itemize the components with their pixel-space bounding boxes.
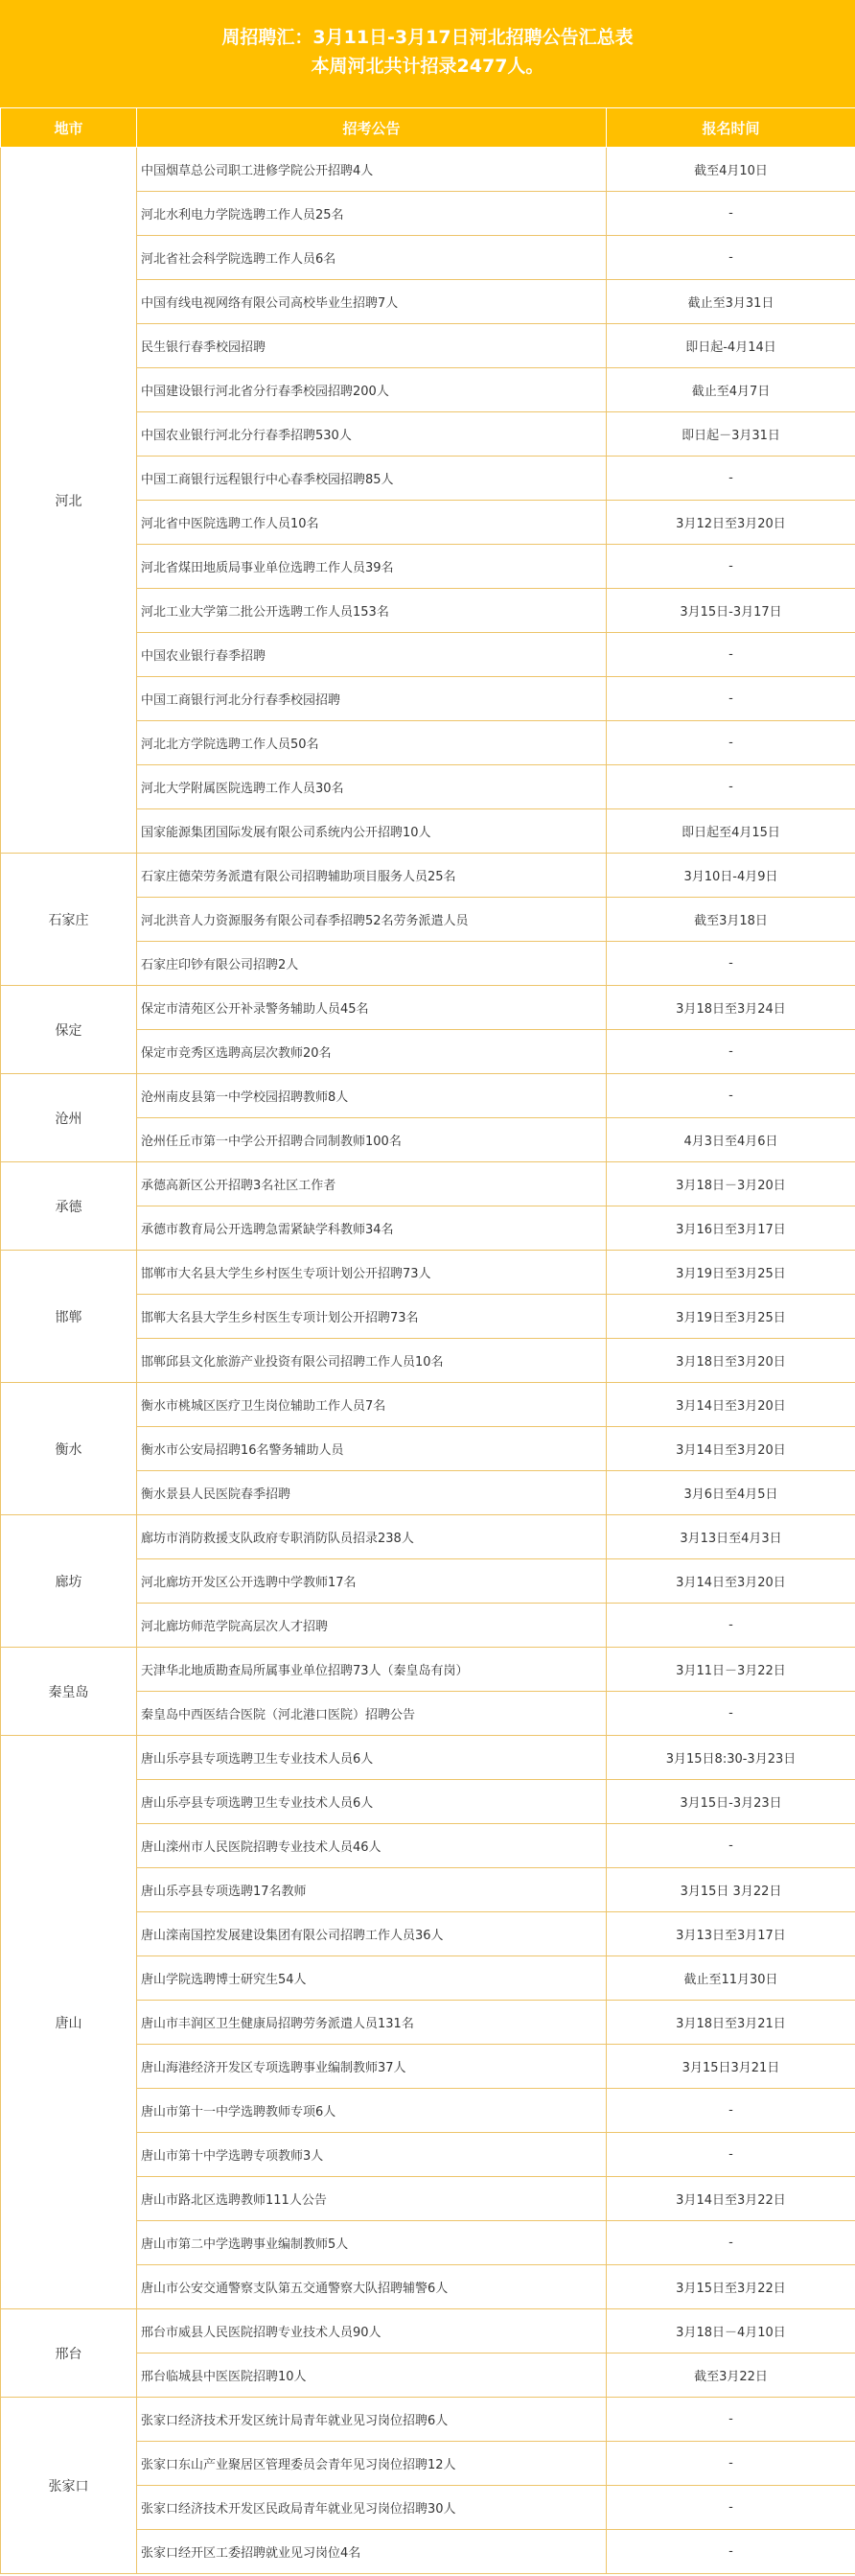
announcement-cell: 中国农业银行春季招聘 [137,633,607,677]
announcement-cell: 河北廊坊开发区公开选聘中学教师17名 [137,1559,607,1604]
table-body [1,148,855,2574]
title-line-2: 本周河北共计招录2477人。 [311,56,544,77]
registration-time-cell: 3月11日－3月22日 [607,1648,855,1692]
title-banner [0,0,855,107]
announcement-cell: 张家口东山产业聚居区管理委员会青年见习岗位招聘12人 [137,2442,607,2486]
table-row [1,1162,855,1206]
announcement-cell: 唐山市第十中学选聘专项教师3人 [137,2133,607,2177]
announcement-cell: 唐山乐亭县专项选聘17名教师 [137,1868,607,1912]
registration-time-cell: 3月19日至3月25日 [607,1251,855,1295]
announcement-cell: 中国有线电视网络有限公司高校毕业生招聘7人 [137,280,607,324]
announcement-cell: 唐山乐亭县专项选聘卫生专业技术人员6人 [137,1736,607,1780]
announcement-cell: 邯郸邱县文化旅游产业投资有限公司招聘工作人员10名 [137,1339,607,1383]
registration-time-cell: - [607,721,855,765]
registration-time-cell: 3月18日至3月20日 [607,1339,855,1383]
registration-time-cell: - [607,192,855,236]
announcement-cell: 承德市教育局公开选聘急需紧缺学科教师34名 [137,1206,607,1251]
city-cell: 河北 [1,148,137,854]
registration-time-cell: - [607,2442,855,2486]
registration-time-cell: - [607,2221,855,2265]
announcement-cell: 河北洪音人力资源服务有限公司春季招聘52名劳务派遣人员 [137,898,607,942]
column-header-announcement: 招考公告 [137,108,607,148]
registration-time-cell: 3月15日 3月22日 [607,1868,855,1912]
announcement-cell: 河北廊坊师范学院高层次人才招聘 [137,1604,607,1648]
city-cell: 廊坊 [1,1515,137,1648]
registration-time-cell: 3月19日至3月25日 [607,1295,855,1339]
registration-time-cell: 3月18日－3月20日 [607,1162,855,1206]
registration-time-cell: 截止至4月7日 [607,368,855,412]
registration-time-cell: 截至4月10日 [607,148,855,192]
registration-time-cell: 4月3日至4月6日 [607,1118,855,1162]
announcement-cell: 唐山市丰润区卫生健康局招聘劳务派遣人员131名 [137,2001,607,2045]
registration-time-cell: - [607,2133,855,2177]
announcement-cell: 张家口经开区工委招聘就业见习岗位4名 [137,2530,607,2574]
announcement-cell: 天津华北地质勘查局所属事业单位招聘73人（秦皇岛有岗） [137,1648,607,1692]
table-row [1,1736,855,1780]
table-row [1,1383,855,1427]
column-header-city: 地市 [1,108,137,148]
announcement-cell: 唐山市第二中学选聘事业编制教师5人 [137,2221,607,2265]
registration-time-cell: - [607,457,855,501]
city-cell: 秦皇岛 [1,1648,137,1736]
registration-time-cell: - [607,633,855,677]
registration-time-cell: 3月10日-4月9日 [607,854,855,898]
registration-time-cell: 3月14日至3月20日 [607,1383,855,1427]
table-row [1,2398,855,2442]
registration-time-cell: 3月18日－4月10日 [607,2309,855,2354]
registration-time-cell: 3月14日至3月20日 [607,1427,855,1471]
announcement-cell: 张家口经济技术开发区统计局青年就业见习岗位招聘6人 [137,2398,607,2442]
registration-time-cell: 3月13日至3月17日 [607,1912,855,1956]
announcement-cell: 唐山乐亭县专项选聘卫生专业技术人员6人 [137,1780,607,1824]
announcement-cell: 唐山市第十一中学选聘教师专项6人 [137,2089,607,2133]
announcement-cell: 国家能源集团国际发展有限公司系统内公开招聘10人 [137,809,607,854]
registration-time-cell: - [607,2530,855,2574]
registration-time-cell: 3月18日至3月21日 [607,2001,855,2045]
announcement-cell: 邯郸大名县大学生乡村医生专项计划公开招聘73名 [137,1295,607,1339]
registration-time-cell: 3月6日至4月5日 [607,1471,855,1515]
announcement-cell: 保定市竞秀区选聘高层次教师20名 [137,1030,607,1074]
announcement-cell: 河北工业大学第二批公开选聘工作人员153名 [137,589,607,633]
announcement-cell: 河北省煤田地质局事业单位选聘工作人员39名 [137,545,607,589]
table-row [1,986,855,1030]
registration-time-cell: 截止至11月30日 [607,1956,855,2001]
registration-time-cell: 3月12日至3月20日 [607,501,855,545]
city-cell: 石家庄 [1,854,137,986]
registration-time-cell: - [607,1030,855,1074]
city-cell: 保定 [1,986,137,1074]
registration-time-cell: - [607,545,855,589]
table-row [1,854,855,898]
announcement-cell: 石家庄印钞有限公司招聘2人 [137,942,607,986]
registration-time-cell: - [607,2398,855,2442]
city-cell: 承德 [1,1162,137,1251]
announcement-cell: 邯郸市大名县大学生乡村医生专项计划公开招聘73人 [137,1251,607,1295]
table-row [1,2309,855,2354]
registration-time-cell: - [607,1824,855,1868]
registration-time-cell: 3月13日至4月3日 [607,1515,855,1559]
recruitment-table [0,107,855,2574]
announcement-cell: 中国工商银行河北分行春季校园招聘 [137,677,607,721]
announcement-cell: 张家口经济技术开发区民政局青年就业见习岗位招聘30人 [137,2486,607,2530]
registration-time-cell: - [607,1692,855,1736]
announcement-cell: 沧州任丘市第一中学公开招聘合同制教师100名 [137,1118,607,1162]
announcement-cell: 承德高新区公开招聘3名社区工作者 [137,1162,607,1206]
registration-time-cell: 3月18日至3月24日 [607,986,855,1030]
registration-time-cell: - [607,2089,855,2133]
registration-time-cell: 3月14日至3月22日 [607,2177,855,2221]
registration-time-cell: - [607,942,855,986]
announcement-cell: 河北省社会科学院选聘工作人员6名 [137,236,607,280]
announcement-cell: 民生银行春季校园招聘 [137,324,607,368]
table-header-row [1,108,855,148]
announcement-cell: 中国建设银行河北省分行春季校园招聘200人 [137,368,607,412]
announcement-cell: 邢台临城县中医医院招聘10人 [137,2354,607,2398]
registration-time-cell: 3月15日至3月22日 [607,2265,855,2309]
announcement-cell: 唐山海港经济开发区专项选聘事业编制教师37人 [137,2045,607,2089]
registration-time-cell: 即日起－3月31日 [607,412,855,457]
registration-time-cell: 3月16日至3月17日 [607,1206,855,1251]
registration-time-cell: - [607,765,855,809]
title-line-1: 周招聘汇：3月11日-3月17日河北招聘公告汇总表 [221,27,634,48]
registration-time-cell: 3月15日-3月23日 [607,1780,855,1824]
registration-time-cell: 即日起至4月15日 [607,809,855,854]
announcement-cell: 唐山滦州市人民医院招聘专业技术人员46人 [137,1824,607,1868]
announcement-cell: 廊坊市消防救援支队政府专职消防队员招录238人 [137,1515,607,1559]
city-cell: 邢台 [1,2309,137,2398]
announcement-cell: 衡水市桃城区医疗卫生岗位辅助工作人员7名 [137,1383,607,1427]
announcement-cell: 衡水市公安局招聘16名警务辅助人员 [137,1427,607,1471]
announcement-cell: 河北大学附属医院选聘工作人员30名 [137,765,607,809]
announcement-cell: 沧州南皮县第一中学校园招聘教师8人 [137,1074,607,1118]
registration-time-cell: - [607,1074,855,1118]
announcement-cell: 唐山学院选聘博士研究生54人 [137,1956,607,2001]
city-cell: 张家口 [1,2398,137,2574]
city-cell: 邯郸 [1,1251,137,1383]
registration-time-cell: 3月15日8:30-3月23日 [607,1736,855,1780]
announcement-cell: 河北省中医院选聘工作人员10名 [137,501,607,545]
table-row [1,148,855,192]
announcement-cell: 河北北方学院选聘工作人员50名 [137,721,607,765]
announcement-cell: 唐山滦南国控发展建设集团有限公司招聘工作人员36人 [137,1912,607,1956]
registration-time-cell: - [607,236,855,280]
city-cell: 衡水 [1,1383,137,1515]
registration-time-cell: - [607,1604,855,1648]
city-cell: 沧州 [1,1074,137,1162]
table-row [1,1648,855,1692]
announcement-cell: 唐山市公安交通警察支队第五交通警察大队招聘辅警6人 [137,2265,607,2309]
registration-time-cell: 即日起-4月14日 [607,324,855,368]
registration-time-cell: 截至3月22日 [607,2354,855,2398]
announcement-cell: 衡水景县人民医院春季招聘 [137,1471,607,1515]
announcement-cell: 中国工商银行远程银行中心春季校园招聘85人 [137,457,607,501]
registration-time-cell: 3月15日3月21日 [607,2045,855,2089]
table-row [1,1515,855,1559]
city-cell: 唐山 [1,1736,137,2309]
announcement-cell: 石家庄德荣劳务派遣有限公司招聘辅助项目服务人员25名 [137,854,607,898]
registration-time-cell: - [607,2486,855,2530]
announcement-cell: 唐山市路北区选聘教师111人公告 [137,2177,607,2221]
announcement-cell: 保定市清苑区公开补录警务辅助人员45名 [137,986,607,1030]
column-header-registration-time: 报名时间 [607,108,855,148]
registration-time-cell: 截至3月18日 [607,898,855,942]
announcement-cell: 中国农业银行河北分行春季招聘530人 [137,412,607,457]
registration-time-cell: 3月15日-3月17日 [607,589,855,633]
table-row [1,1074,855,1118]
announcement-cell: 秦皇岛中西医结合医院（河北港口医院）招聘公告 [137,1692,607,1736]
table-row [1,1251,855,1295]
registration-time-cell: - [607,677,855,721]
announcement-cell: 河北水利电力学院选聘工作人员25名 [137,192,607,236]
announcement-cell: 中国烟草总公司职工进修学院公开招聘4人 [137,148,607,192]
registration-time-cell: 3月14日至3月20日 [607,1559,855,1604]
announcement-cell: 邢台市威县人民医院招聘专业技术人员90人 [137,2309,607,2354]
registration-time-cell: 截止至3月31日 [607,280,855,324]
